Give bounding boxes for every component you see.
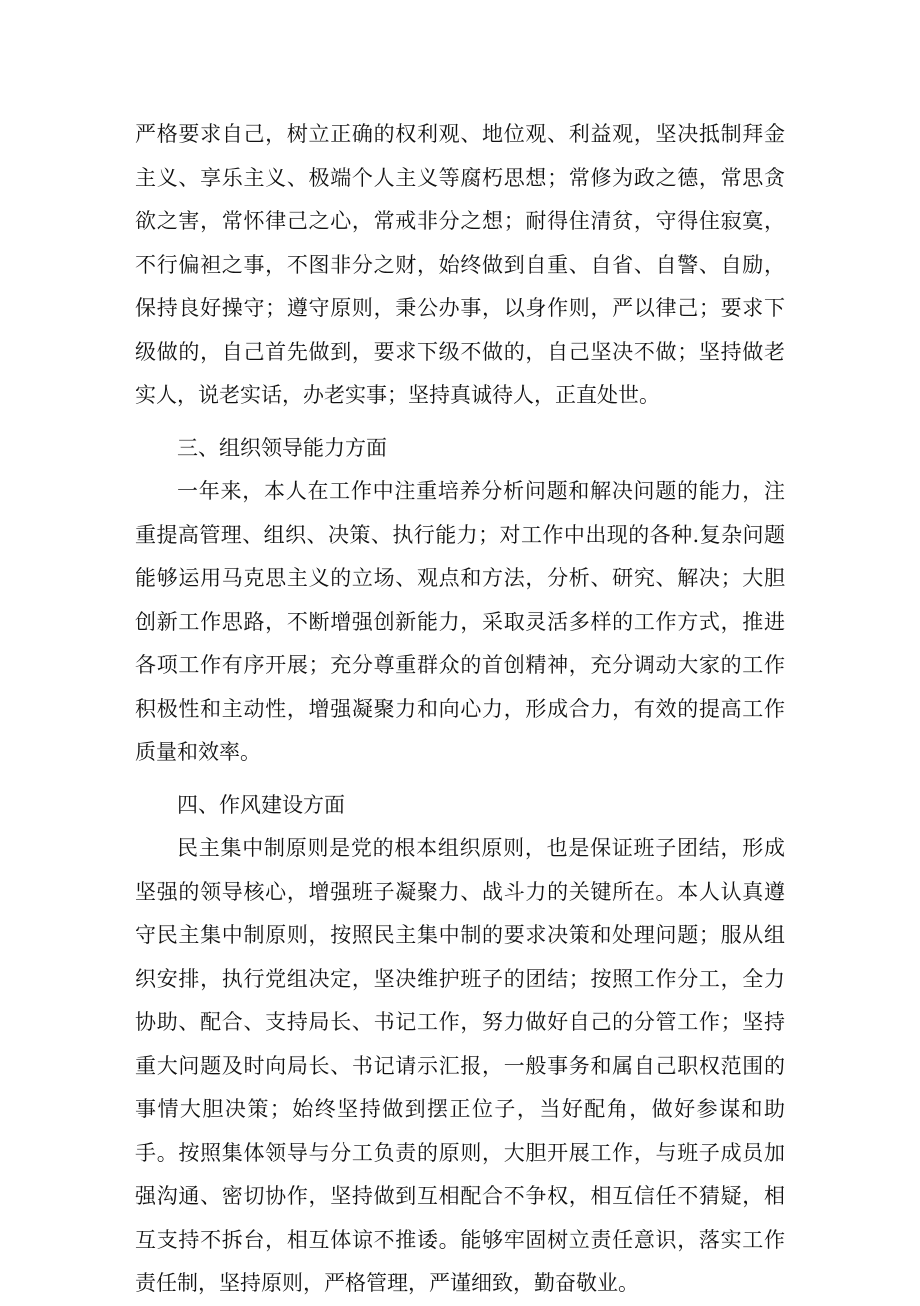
paragraph-section-4: 民主集中制原则是党的根本组织原则，也是保证班子团结，形成坚强的领导核心，增强班子凝聚力、战斗力的关键所在。本人认真遵守民主集中制原则，按照民主集中制的要求决策和处理问题；服从组织安排，执行党组决定，坚决维护班子的团结；按照工作分工，全力协助、配合、支持局长、书记工作，努力做好自己的分管工作；坚持重大问题及时向局长、书记请示汇报，一般事务和属自己职权范围的事情大胆决策；始终坚持做到摆正位子，当好配角，做好参谋和助手。按照集体领导与分工负责的原则，大胆开展工作，与班子成员加强沟通、密切协作，坚持做到互相配合不争权，相互信任不猜疑，相互支持不拆台，相互体谅不推诿。能够牢固树立责任意识，落实工作责任制，坚持原则，严格管理，严谨细致，勤奋敬业。	[135, 836, 785, 1295]
section-heading-4: 四、作风建设方面	[177, 792, 345, 817]
paragraph-section-3: 一年来，本人在工作中注重培养分析问题和解决问题的能力，注重提高管理、组织、决策、执行能力；对工作中出现的各种.复杂问题能够运用马克思主义的立场、观点和方法，分析、研究、解决；大胆创新工作思路，不断增强创新能力，采取灵活多样的工作方式，推进各项工作有序开展；充分尊重群众的首创精神，充分调动大家的工作积极性和主动性，增强凝聚力和向心力，形成合力，有效的提高工作质量和效率。	[135, 479, 785, 764]
paragraph-continuation: 严格要求自己，树立正确的权利观、地位观、利益观，坚决抵制拜金主义、享乐主义、极端个人主义等腐朽思想；常修为政之德，常思贪欲之害，常怀律己之心，常戒非分之想；耐得住清贫，守得住寂寞，不行偏袒之事，不图非分之财，始终做到自重、自省、自警、自励，保持良好操守；遵守原则，秉公办事，以身作则，严以律己；要求下级做的，自己首先做到，要求下级不做的，自己坚决不做；坚持做老实人，说老实话，办老实事；坚持真诚待人，正直处世。	[135, 122, 785, 407]
section-heading-3: 三、组织领导能力方面	[177, 435, 387, 460]
document-body	[135, 113, 785, 1306]
